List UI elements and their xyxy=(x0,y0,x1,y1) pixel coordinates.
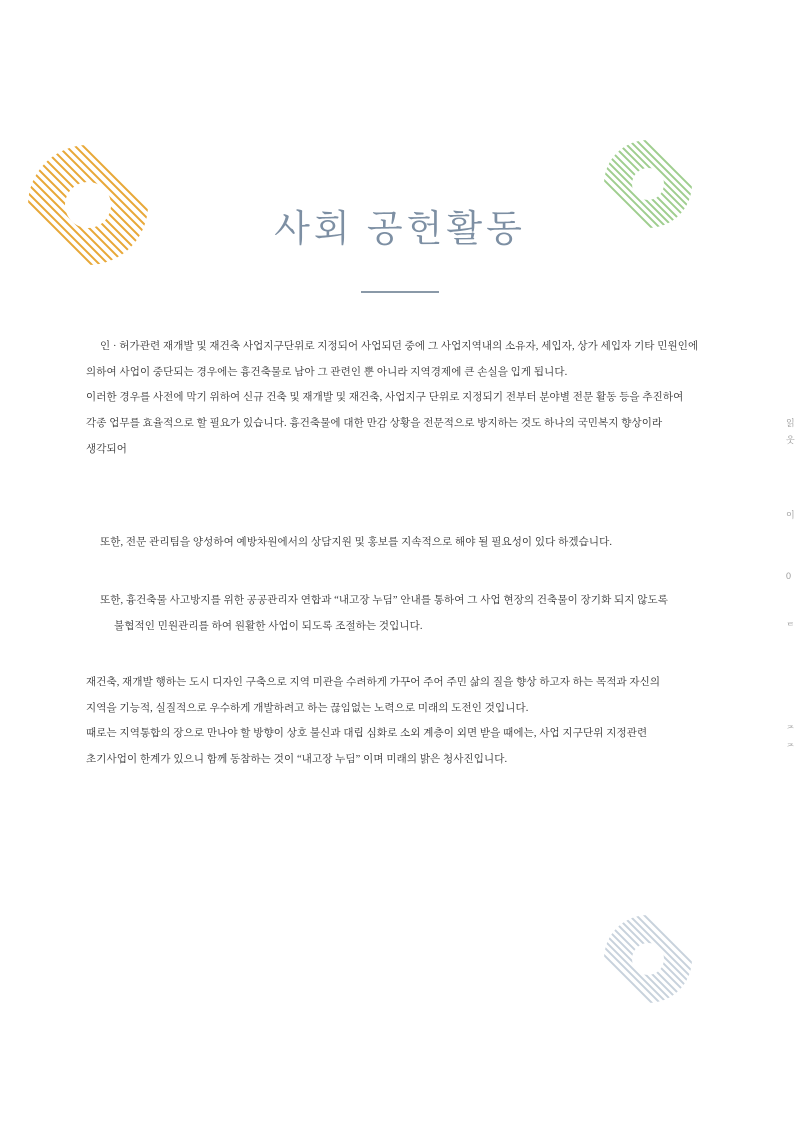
body-line: 의하여 사업이 중단되는 경우에는 흉건축물로 남아 그 관련인 뿐 아니라 지역경제에 큰 손실을 입게 됩니다. xyxy=(86,366,568,378)
body-line: 생각되어 xyxy=(86,443,127,455)
body-line: 또한, 흉건축물 사고방지를 위한 공공관리자 연합과 “내고장 누딤” 안내를 통하여 그 사업 현장의 건축물이 장기화 되지 않도록 xyxy=(100,595,668,606)
body-line: 초기사업이 한계가 있으니 함께 동참하는 것이 “내고장 누딤” 이며 미래의 밝은 청사진입니다. xyxy=(86,754,508,766)
decorative-ring-grey-icon xyxy=(604,915,692,1003)
body-line: 또한, 전문 관리팀을 양성하여 예방차원에서의 상담지원 및 홍보를 지속적으로 해야 될 필요성이 있다 하겠습니다. xyxy=(100,537,613,548)
body-line: 지역을 기능적, 실질적으로 우수하게 개발하려고 하는 끊임없는 노력으로 미래의 도전인 것입니다. xyxy=(86,702,529,714)
edge-mark: ᄌ xyxy=(786,742,795,753)
edge-mark: 웃 xyxy=(786,435,795,446)
edge-mark: 이 xyxy=(786,510,795,521)
body-line: 각종 업무를 효율적으로 할 필요가 있습니다. 흉건축물에 대한 만감 상황을 전문적으로 방지하는 것도 하나의 국민복지 향상이라 xyxy=(86,418,663,430)
body-paragraph-3 xyxy=(86,588,714,639)
body-line: 때로는 지역통합의 장으로 만나야 할 방향이 상호 불신과 대립 심화로 소외 계층이 외면 받을 때에는, 사업 지구단위 지정관련 xyxy=(86,728,648,740)
edge-clipped-marks xyxy=(786,415,800,757)
body-paragraph-2 xyxy=(86,530,714,556)
title-divider xyxy=(361,291,439,293)
body-line: 불협적인 민원관리를 하여 원활한 사업이 되도록 조절하는 것입니다. xyxy=(114,620,423,632)
body-paragraph-1 xyxy=(86,334,714,463)
body-line: 재건축, 재개발 행하는 도시 디자인 구축으로 지역 미관을 수려하게 가꾸어 주어 주민 삶의 질을 향상 하고자 하는 목적과 자신의 xyxy=(86,677,661,688)
edge-mark: ᄌ xyxy=(786,725,795,736)
body-line: 인 · 허가관련 재개발 및 재건축 사업지구단위로 지정되어 사업되던 중에 그 사업지역내의 소유자, 세입자, 상가 세입자 기타 민원인에 xyxy=(100,341,699,352)
body-line: 이러한 경우를 사전에 막기 위하여 신규 건축 및 재개발 및 재건축, 사업지구 단위로 지정되기 전부터 분야별 전문 활동 등을 추진하여 xyxy=(86,392,684,404)
edge-mark: 읽 xyxy=(786,418,795,428)
page-title: 사회 공헌활동 xyxy=(274,209,526,250)
body-paragraph-4 xyxy=(86,670,714,773)
edge-mark: ᄐ xyxy=(786,622,795,633)
edge-mark: 0 xyxy=(786,571,792,582)
